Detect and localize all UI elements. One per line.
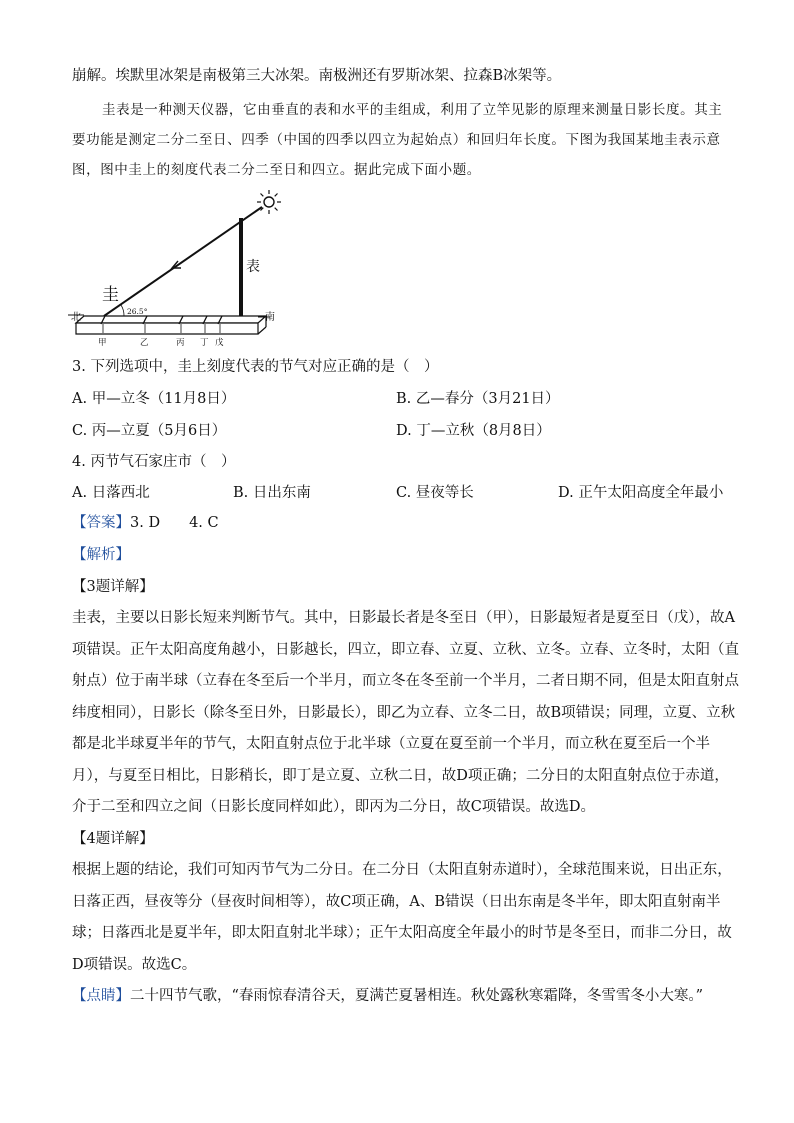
detail-3-line-7: 介于二至和四立之间（日影长度同样如此），即丙为二分日，故C项错误。故选D。 xyxy=(72,799,595,815)
q4-option-a: A. 日落西北 xyxy=(72,485,150,501)
angle-label: 26.5° xyxy=(127,307,148,316)
biao-label: 表 xyxy=(246,259,260,275)
answer-text: 3. D 4. C xyxy=(130,515,219,531)
detail-4-line-3: 球；日落西北是夏半年，即太阳直射北半球）；正午太阳高度全年最小的时节是冬至日，而非二分日，故 xyxy=(72,925,732,941)
answer-label: 【答案】 xyxy=(72,515,130,531)
answer-line xyxy=(72,513,219,533)
detail-3-line-5: 都是北半球夏半年的节气，太阳直射点位于北半球（立夏在夏至前一个半月，而立秋在夏至后一个半 xyxy=(72,736,710,752)
detail-4-line-1: 根据上题的结论，我们可知丙节气为二分日。在二分日（太阳直射赤道时），全球范围来说，日出正东， xyxy=(72,862,732,878)
question-4-stem: 4. 丙节气石家庄市（ ） xyxy=(72,454,236,470)
detail-3-line-4: 纬度相同），日影长（除冬至日外，日影最长），即乙为立春、立冬二日，故B项错误；同理，立夏、立秋 xyxy=(72,705,736,721)
mark-wu: 戊 xyxy=(215,338,224,348)
q4-option-d: D. 正午太阳高度全年最小 xyxy=(558,485,724,501)
tip-line xyxy=(72,986,703,1006)
q3-option-c: C. 丙—立夏（5月6日） xyxy=(72,423,227,439)
intro-line-1: 圭表是一种测天仪器，它由垂直的表和水平的圭组成，利用了立竿见影的原理来测量日影长度。其主 xyxy=(102,102,723,118)
intro-line-3: 图，图中圭上的刻度代表二分二至日和四立。据此完成下面小题。 xyxy=(72,162,481,178)
tip-text: 二十四节气歌，“春雨惊春清谷天，夏满芒夏暑相连。秋处露秋寒霜降，冬雪雪冬小大寒。” xyxy=(130,988,704,1004)
tip-label: 【点睛】 xyxy=(72,988,130,1004)
detail-4-title: 【4题详解】 xyxy=(72,831,154,847)
paragraph-continuation: 崩解。埃默里冰架是南极第三大冰架。南极洲还有罗斯冰架、拉森B冰架等。 xyxy=(72,68,562,84)
mark-ding: 丁 xyxy=(200,338,209,348)
q3-option-a: A. 甲—立冬（11月8日） xyxy=(72,391,236,407)
intro-line-2: 要功能是测定二分二至日、四季（中国的四季以四立为起始点）和回归年长度。下图为我国某地圭表示意 xyxy=(72,132,721,148)
detail-3-line-6: 月），与夏至日相比，日影稍长，即丁是立夏、立秋二日，故D项正确；二分日的太阳直射点位于赤道， xyxy=(72,768,729,784)
question-3-stem: 3. 下列选项中，圭上刻度代表的节气对应正确的是（ ） xyxy=(72,359,439,375)
detail-3-title: 【3题详解】 xyxy=(72,579,154,595)
detail-3-line-3: 射点）位于南半球（立春在冬至后一个半月，而立冬在冬至前一个半月，二者日期不同，但是太阳直射点 xyxy=(72,673,739,689)
gui-label: 圭 xyxy=(102,285,119,305)
detail-4-line-2: 日落正西，昼夜等分（昼夜时间相等），故C项正确，A、B错误（日出东南是冬半年，即太阳直射南半 xyxy=(72,894,721,910)
biao-pole xyxy=(239,218,243,316)
q4-option-b: B. 日出东南 xyxy=(233,485,311,501)
mark-yi: 乙 xyxy=(140,338,149,348)
detail-3-line-2: 项错误。正午太阳高度角越小，日影越长，四立，即立春、立夏、立秋、立冬。立春、立冬时，太阳（直 xyxy=(72,642,739,658)
detail-3-line-1: 圭表，主要以日影长短来判断节气。其中，日影最长者是冬至日（甲），日影最短者是夏至日（戊），故A xyxy=(72,610,735,626)
detail-4-line-4: D项错误。故选C。 xyxy=(72,957,197,973)
q3-option-d: D. 丁—立秋（8月8日） xyxy=(396,423,551,439)
sun-ray xyxy=(104,207,262,316)
analysis-label: 【解析】 xyxy=(72,547,130,563)
q3-option-b: B. 乙—春分（3月21日） xyxy=(396,391,560,407)
gnomon-diagram xyxy=(68,185,288,355)
mark-jia: 甲 xyxy=(98,338,107,348)
mark-bing: 丙 xyxy=(176,338,185,348)
q4-option-c: C. 昼夜等长 xyxy=(396,485,474,501)
north-label: 北 xyxy=(71,312,81,323)
south-label: 南 xyxy=(265,312,275,323)
sun-icon xyxy=(257,190,281,214)
